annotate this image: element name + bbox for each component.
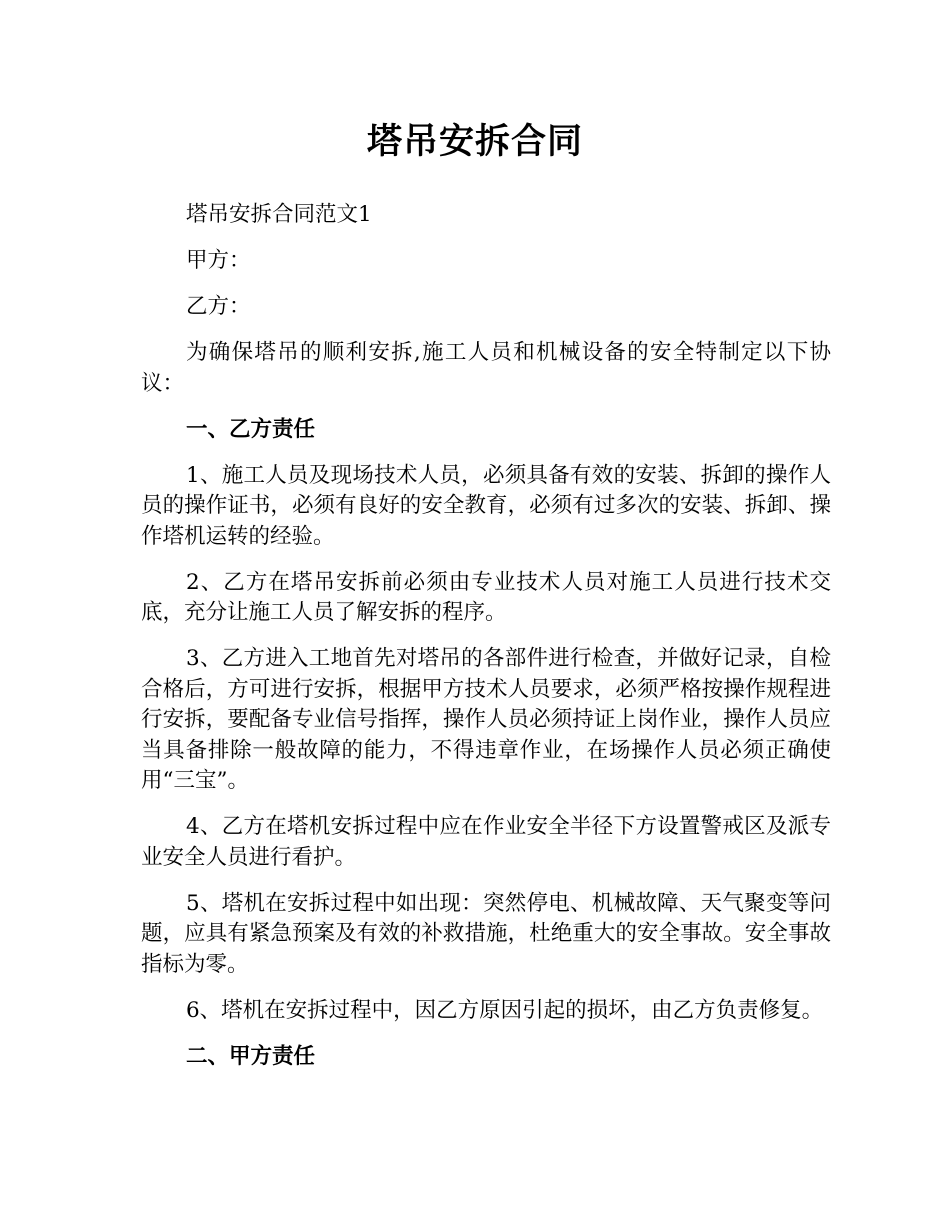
paragraph-intro: 为确保塔吊的顺利安拆,施工人员和机械设备的安全特制定以下协议：	[141, 340, 831, 396]
paragraph-party-a: 甲方：	[186, 248, 251, 273]
clause-4: 4、乙方在塔机安拆过程中应在作业安全半径下方设置警戒区及派专业安全人员进行看护。	[141, 814, 831, 870]
paragraph-subtitle: 塔吊安拆合同范文1	[186, 202, 372, 227]
section-heading-party-a-duties: 二、甲方责任	[186, 1043, 316, 1069]
clause-2: 2、乙方在塔吊安拆前必须由专业技术人员对施工人员进行技术交底，充分让施工人员了解安拆的程序。	[141, 569, 831, 625]
clause-1: 1、施工人员及现场技术人员，必须具备有效的安装、拆卸的操作人员的操作证书，必须有良好的安全教育，必须有过多次的安装、拆卸、操作塔机运转的经验。	[141, 462, 831, 549]
clause-3: 3、乙方进入工地首先对塔吊的各部件进行检查，并做好记录，自检合格后，方可进行安拆，根据甲方技术人员要求，必须严格按操作规程进行安拆，要配备专业信号指挥，操作人员必须持证上岗作业，操作人员应当具备排除一般故障的能力，不得违章作业，在场操作人员必须正确使用“三宝”。	[141, 646, 831, 793]
document-title: 塔吊安拆合同	[366, 122, 583, 162]
section-heading-party-b-duties: 一、乙方责任	[186, 416, 316, 442]
clause-5: 5、塔机在安拆过程中如出现：突然停电、机械故障、天气聚变等问题，应具有紧急预案及有效的补救措施，杜绝重大的安全事故。安全事故指标为零。	[141, 890, 831, 977]
document-body	[141, 200, 831, 1088]
paragraph-party-b: 乙方：	[186, 294, 251, 319]
clause-6: 6、塔机在安拆过程中，因乙方原因引起的损坏，由乙方负责修复。	[186, 997, 824, 1023]
